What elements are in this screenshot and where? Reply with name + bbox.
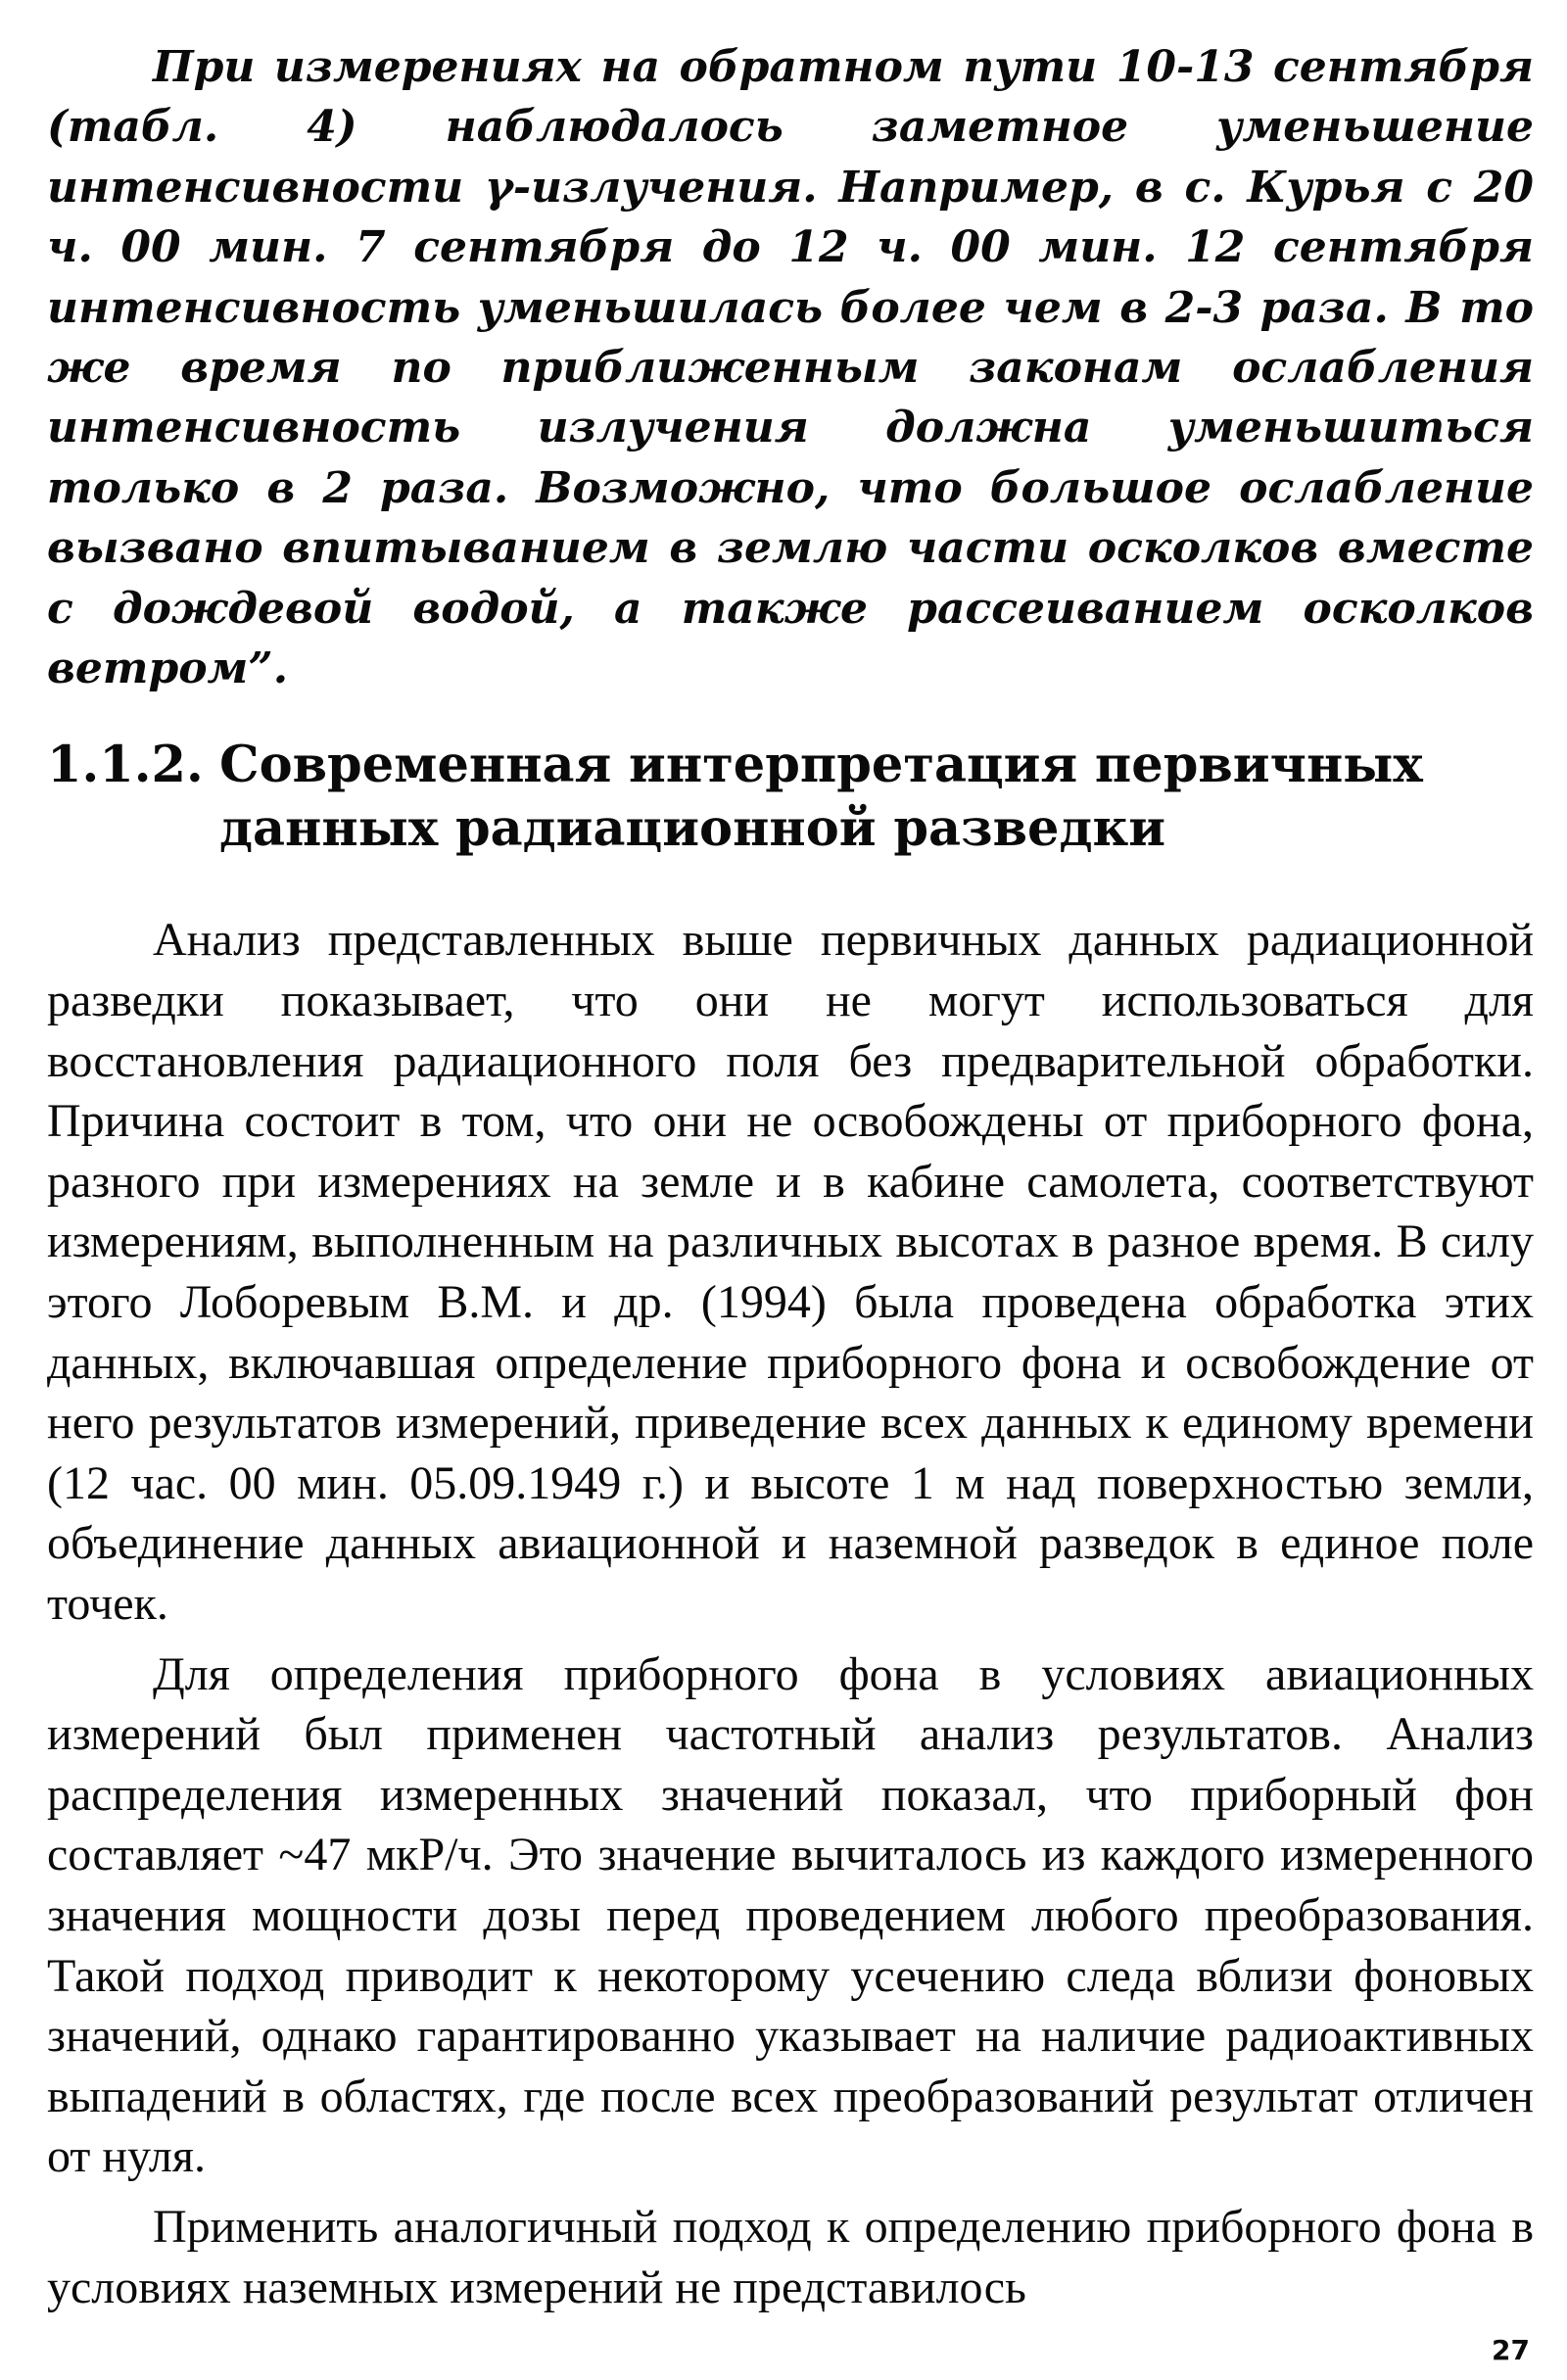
section-title: Современная интерпретация первичных данных радиационной разведки bbox=[219, 736, 1423, 859]
page-number: 27 bbox=[1492, 2334, 1530, 2366]
body-paragraph: Анализ представленных выше первичных данных радиационной разведки показывает, что они не могут использоваться для восстановления радиационного поля без предварительной обработки. Причина состоит в том, что они не освобождены от приборного фона, разного при измерениях на земле и в кабине самолета, соответствуют измерениям, выполненным на различных высотах в разное время. В силу этого Лоборевым В.М. и др. (1994) была проведена обработка этих данных, включавшая определение приборного фона и освобождение от него результатов измерений, приведение всех данных к единому времени (12 час. 00 мин. 05.09.1949 г.) и высоте 1 м над поверхностью земли, объединение данных авиационной и наземной разведок в единое поле точек. bbox=[47, 914, 1534, 1630]
quoted-paragraph: При измерениях на обратном пути 10-13 сентября (табл. 4) наблюдалось заметное уменьшение интенсивности γ-излучения. Например, в с. Курья с 20 ч. 00 мин. 7 сентября до 12 ч. 00 мин. 12 сентября интенсивность уменьшилась более чем в 2-3 раза. В то же время по приближенным законам ослабления интенсивность излучения должна уменьшиться только в 2 раза. Возможно, что большое ослабление вызвано впитыванием в землю части осколков вместе с дождевой водой, а также рассеиванием осколков ветром”. bbox=[47, 42, 1534, 694]
section-heading bbox=[47, 734, 1534, 861]
body-paragraph: Применить аналогичный подход к определению приборного фона в условиях наземных измерений не представилось bbox=[47, 2200, 1534, 2313]
section-number: 1.1.2. bbox=[47, 736, 204, 795]
body-paragraph: Для определения приборного фона в условиях авиационных измерений был применен частотный анализ результатов. Анализ распределения измеренных значений показал, что приборный фон составляет ~47 мкР/ч. Это значение вычиталось из каждого измеренного значения мощности дозы перед проведением любого преобразования. Такой подход приводит к некоторому усечению следа вблизи фоновых значений, однако гарантированно указывает на наличие радиоактивных выпадений в областях, где после всех преобразований результат отличен от нуля. bbox=[47, 1647, 1534, 2183]
